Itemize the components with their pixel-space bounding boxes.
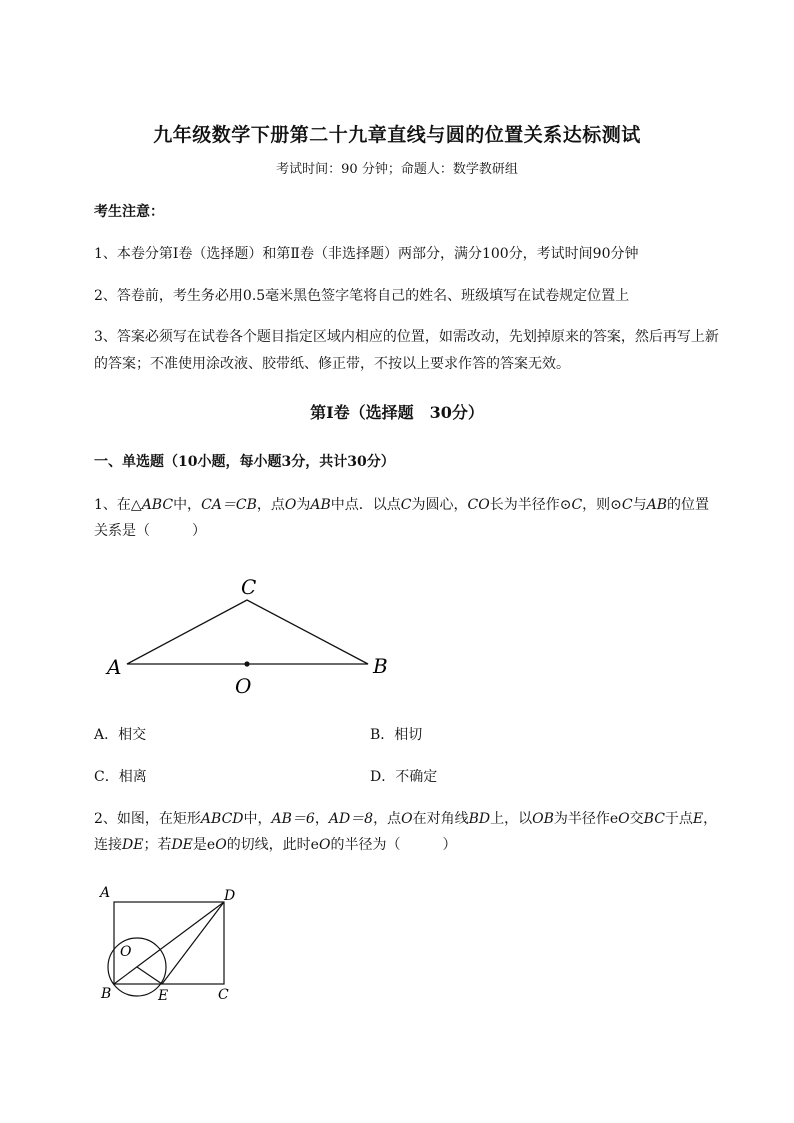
section-title: 第I卷（选择题 30分） xyxy=(310,403,484,422)
notice-item-2: 2、答卷前，考生务必用0.5毫米黑色签字笔将自己的姓名、班级填写在试卷规定位置上 xyxy=(94,288,630,304)
notice-heading: 考生注意： xyxy=(94,204,164,220)
label-a: A xyxy=(107,655,122,679)
label-e: E xyxy=(158,988,169,1004)
triangle-abc xyxy=(127,600,368,664)
label-c: C xyxy=(218,987,229,1003)
notice-item-1: 1、本卷分第I卷（选择题）和第Ⅱ卷（非选择题）两部分，满分100分，考试时间90分钟 xyxy=(94,246,639,262)
label-c: C xyxy=(241,575,257,599)
q1-stem-line2: 关系是（ ） xyxy=(94,523,206,539)
q2-stem-line2: 连接DE；若DE是eO的切线，此时eO的半径为（ ） xyxy=(94,837,457,853)
q1-option-b[interactable]: B．相切 xyxy=(370,727,423,743)
notice-item-3: 3、答案必须写在试卷各个题目指定区域内相应的位置，如需改动，先划掉原来的答案，然后再写上新 xyxy=(94,329,719,345)
q2-stem-line1: 2、如图，在矩形ABCD中，AB＝6，AD＝8，点O在对角线BD上，以OB为半径作eO交BC于点E， xyxy=(94,811,718,827)
label-b: B xyxy=(101,986,112,1002)
exam-subtitle: 考试时间：90 分钟；命题人：数学教研组 xyxy=(276,162,518,177)
label-d: D xyxy=(224,888,236,904)
label-b: B xyxy=(373,654,388,678)
q1-option-d[interactable]: D．不确定 xyxy=(370,769,438,785)
segment-oe xyxy=(137,967,162,984)
q1-stem-line1: 1、在△ABC中，CA＝CB，点O为AB中点．以点C为圆心，CO长为半径作⊙C，则⊙C与AB的位置 xyxy=(94,497,710,513)
page-title: 九年级数学下册第二十九章直线与圆的位置关系达标测试 xyxy=(153,124,641,146)
part-title: 一、单选题（10小题，每小题3分，共计30分） xyxy=(94,454,395,470)
diagonal-bd xyxy=(114,902,224,984)
point-o xyxy=(244,661,249,666)
q1-option-c[interactable]: C．相离 xyxy=(94,769,147,785)
q1-triangle-figure xyxy=(95,565,405,700)
q2-rectangle-figure xyxy=(90,880,250,1010)
q1-option-a[interactable]: A．相交 xyxy=(94,727,147,743)
label-o: O xyxy=(120,944,132,960)
label-a: A xyxy=(100,885,111,901)
segment-de xyxy=(162,902,224,984)
notice-item-3-cont: 的答案；不准使用涂改液、胶带纸、修正带，不按以上要求作答的答案无效。 xyxy=(94,356,570,372)
label-o: O xyxy=(235,674,252,698)
